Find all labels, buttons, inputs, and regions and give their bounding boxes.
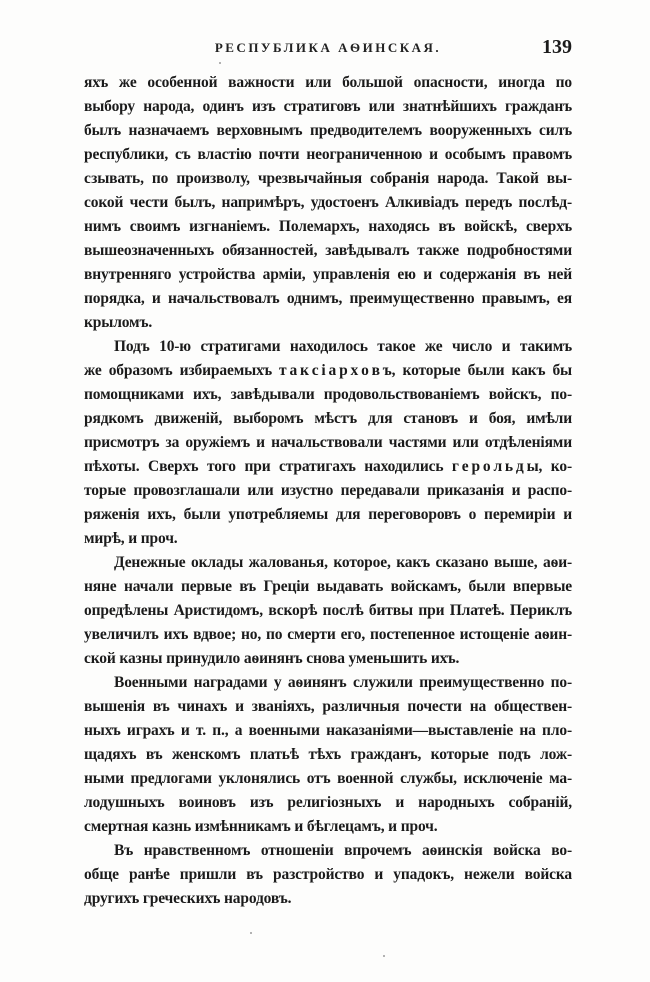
- text-line: вышенія въ чинахъ и званіяхъ, различныя почести на обществен-: [84, 698, 572, 715]
- text-line: выбору народа, одинъ изъ стратиговъ или знатнѣйшихъ гражданъ: [84, 98, 572, 115]
- text-line: же образомъ избираемыхъ т а к с і а р х о в ъ, которые были какъ бы: [84, 362, 572, 379]
- text-line: Подъ 10-ю стратигами находилось такое же число и такимъ: [114, 338, 572, 355]
- text-line: другихъ греческихъ народовъ.: [84, 890, 292, 907]
- text-line: щадяхъ въ женскомъ платьѣ тѣхъ гражданъ, которые подъ лож-: [84, 746, 572, 763]
- text-line: былъ назначаемъ верховнымъ предводителемъ вооруженныхъ силъ: [84, 122, 572, 139]
- text-line: Военными наградами у аѳинянъ служили преимущественно по-: [114, 674, 572, 691]
- text-line: ными предлогами уклонялись отъ военной службы, исключеніе ма-: [84, 770, 572, 787]
- running-title: РЕСПУБЛИКА АѲИНСКАЯ.: [214, 40, 442, 55]
- text-line: рядкомъ движеній, выборомъ мѣстъ для становъ и боя, имѣли: [84, 410, 572, 427]
- text-line: лодушныхъ воиновъ изъ религіозныхъ и народныхъ собраній,: [84, 794, 572, 811]
- paragraph: [84, 71, 572, 335]
- text-line: яхъ же особенной важности или большой опасности, иногда по: [84, 74, 572, 91]
- page-body: [84, 71, 572, 911]
- scan-speckle: [219, 62, 221, 64]
- paragraph: [84, 671, 572, 839]
- text-line: ныхъ играхъ и т. п., а военными наказаніями—выставленіе на пло-: [84, 722, 572, 739]
- text-line: пѣхоты. Сверхъ того при стратигахъ находились г е р о л ь д ы, ко-: [84, 458, 572, 475]
- text-line: ряженія ихъ, были употребляемы для переговоровъ о перемиріи и: [84, 506, 572, 523]
- text-line: ской казны принудило аѳинянъ снова уменьшить ихъ.: [84, 650, 460, 667]
- text-line: республики, съ властію почти неограниченною и особымъ правомъ: [84, 146, 572, 163]
- text-line: мирѣ, и проч.: [84, 530, 178, 547]
- text-line: порядка, и начальствовалъ однимъ, преимущественно правымъ, ея: [84, 290, 572, 307]
- page-number: 139: [542, 36, 572, 58]
- text-line: няне начали первые въ Греціи выдавать войскамъ, были впервые: [84, 578, 572, 595]
- text-line: увеличилъ ихъ вдвое; но, по смерти его, постепенное истощеніе аѳин-: [84, 626, 572, 643]
- paragraph: [84, 551, 572, 671]
- text-line: помощниками ихъ, завѣдывали продовольствованіемъ войскъ, по-: [84, 386, 572, 403]
- paragraph: [84, 335, 572, 551]
- text-line: сокой чести былъ, напримѣръ, удостоенъ Алкивіадъ передъ послѣд-: [84, 194, 572, 211]
- text-line: нимъ своимъ изгнаніемъ. Полемархъ, находясь въ войскѣ, сверхъ: [84, 218, 572, 235]
- text-line: сзывать, по произволу, чрезвычайныя собранія народа. Такой вы-: [84, 170, 572, 187]
- text-line: торые провозглашали или изустно передавали приказанія и распо-: [84, 482, 572, 499]
- scan-speckle: [250, 932, 252, 934]
- text-line: присмотръ за оружіемъ и начальствовали частями или отдѣленіями: [84, 434, 572, 451]
- scan-speckle: [383, 955, 385, 957]
- text-line: внутренняго устройства арміи, управленія ею и содержанія въ ней: [84, 266, 572, 283]
- text-line: обще ранѣе пришли въ разстройство и упадокъ, нежели войска: [84, 866, 572, 883]
- page-header: [84, 36, 572, 62]
- text-line: крыломъ.: [84, 314, 153, 331]
- text-line: опредѣлены Аристидомъ, вскорѣ послѣ битвы при Платеѣ. Периклъ: [84, 602, 572, 619]
- text-line: смертная казнь измѣнникамъ и бѣглецамъ, и проч.: [84, 818, 438, 835]
- text-line: вышеозначенныхъ обязанностей, завѣдывалъ также подробностями: [84, 242, 572, 259]
- text-line: Денежные оклады жалованья, которое, какъ сказано выше, аѳи-: [114, 554, 572, 571]
- text-line: Въ нравственномъ отношеніи впрочемъ аѳинскія войска во-: [114, 842, 572, 859]
- paragraph: [84, 839, 572, 911]
